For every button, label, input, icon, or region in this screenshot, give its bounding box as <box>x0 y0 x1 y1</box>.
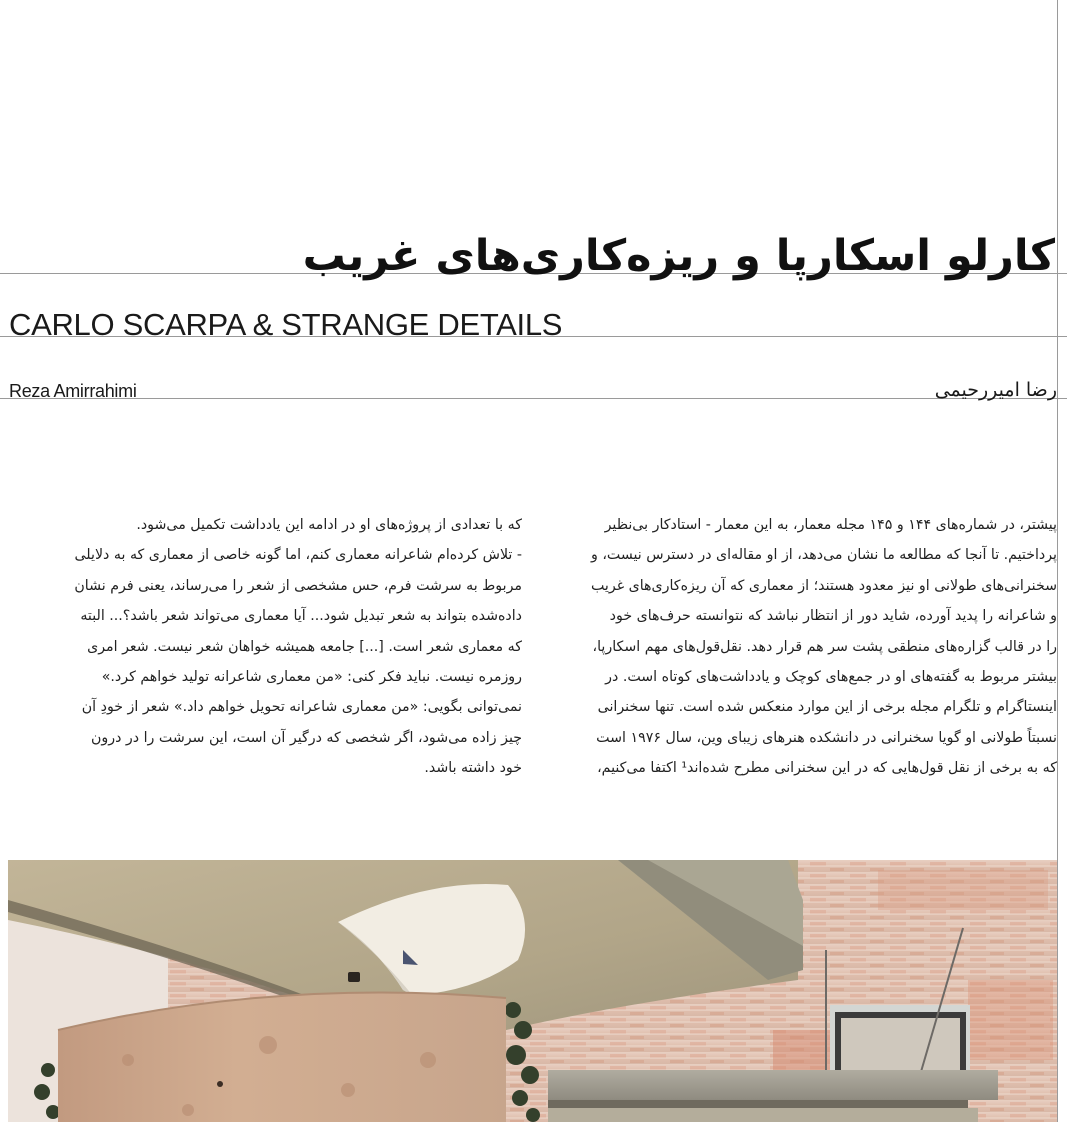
architecture-photograph <box>8 860 1057 1122</box>
paragraph-line: بیشتر مربوط به گفته‌های او در جمع‌های کوچک و یادداشت‌های کوتاه است. در <box>605 668 1057 685</box>
paragraph-line: نسبتاً طولانی او گویا سخنرانی در دانشکده هنرهای زیبای وین، سال ۱۹۷۶ است <box>596 729 1057 746</box>
paragraph-line: نمی‌توانی بگویی: «من معماری شاعرانه تحویل خواهم داد.» شعر از خودِ آن <box>81 699 522 716</box>
paragraph-line: و شاعرانه را پدید آورده، شاید دور از انتظار نباشد که نتوانسته حرف‌های خود <box>609 608 1057 625</box>
paragraph-line: - تلاش کرده‌ام شاعرانه معماری کنم، اما گونه خاصی از معماری که به دلایلی <box>74 547 522 564</box>
paragraph-line: سخنرانی‌های طولانی او نیز معدود هستند؛ از معماری که آن ریزه‌کاری‌های غریب <box>590 577 1057 594</box>
paragraph-line: روزمره نیست. نباید فکر کنی: «من معماری شاعرانه تولید خواهم کرد.» <box>101 668 522 685</box>
paragraph-line: چیز زاده می‌شود، اگر شخصی که درگیر آن است، این سرشت را در درون <box>90 729 522 746</box>
page-margin-line-vertical <box>1057 0 1058 1122</box>
article-title-english: CARLO SCARPA & STRANGE DETAILS <box>9 307 563 342</box>
paragraph-line: را در قالب گزاره‌های منطقی پشت سر هم قرار دهد. نقل‌قول‌های مهم اسکارپا، <box>592 638 1057 655</box>
paragraph-line: پیشتر، در شماره‌های ۱۴۴ و ۱۴۵ مجله معمار، به این معمار - استادکار بی‌نظیر <box>604 517 1057 533</box>
author-name-persian: رضا امیررحیمی <box>934 379 1057 401</box>
paragraph-line: مربوط به سرشت فرم، حس مشخصی از شعر را می‌رساند، یعنی فرم نشان <box>74 577 522 594</box>
body-column-right <box>547 510 1057 784</box>
paragraph-line: پرداختیم. تا آنجا که مطالعه ما نشان می‌دهد، از او مقاله‌ای در دسترس نیست، و <box>590 547 1057 564</box>
paragraph-line: که به برخی از نقل قول‌هایی که در این سخنرانی مطرح شده‌اند¹ اکتفا می‌کنیم، <box>597 760 1057 777</box>
paragraph-line: خود داشته باشد. <box>424 760 522 777</box>
rule-line-author <box>0 398 1067 399</box>
article-title-persian: کارلو اسکارپا و ریزه‌کاری‌های غریب <box>302 231 1055 281</box>
body-column-left <box>8 510 522 784</box>
author-name-english: Reza Amirrahimi <box>9 381 137 401</box>
paragraph-line: که معماری شعر است. [...] جامعه همیشه خواهان شعر نیست. شعر امری <box>87 638 522 655</box>
paragraph-line: که با تعدادی از پروژه‌های او در ادامه این یادداشت تکمیل می‌شود. <box>136 517 522 533</box>
paragraph-line: اینستاگرام و تلگرام مجله برخی از این موارد منعکس شده است. تنها سخنرانی <box>597 699 1057 716</box>
paragraph-line: داده‌شده بتواند به شعر تبدیل شود... آیا معماری می‌تواند شعر باشد؟... البته <box>80 608 522 625</box>
